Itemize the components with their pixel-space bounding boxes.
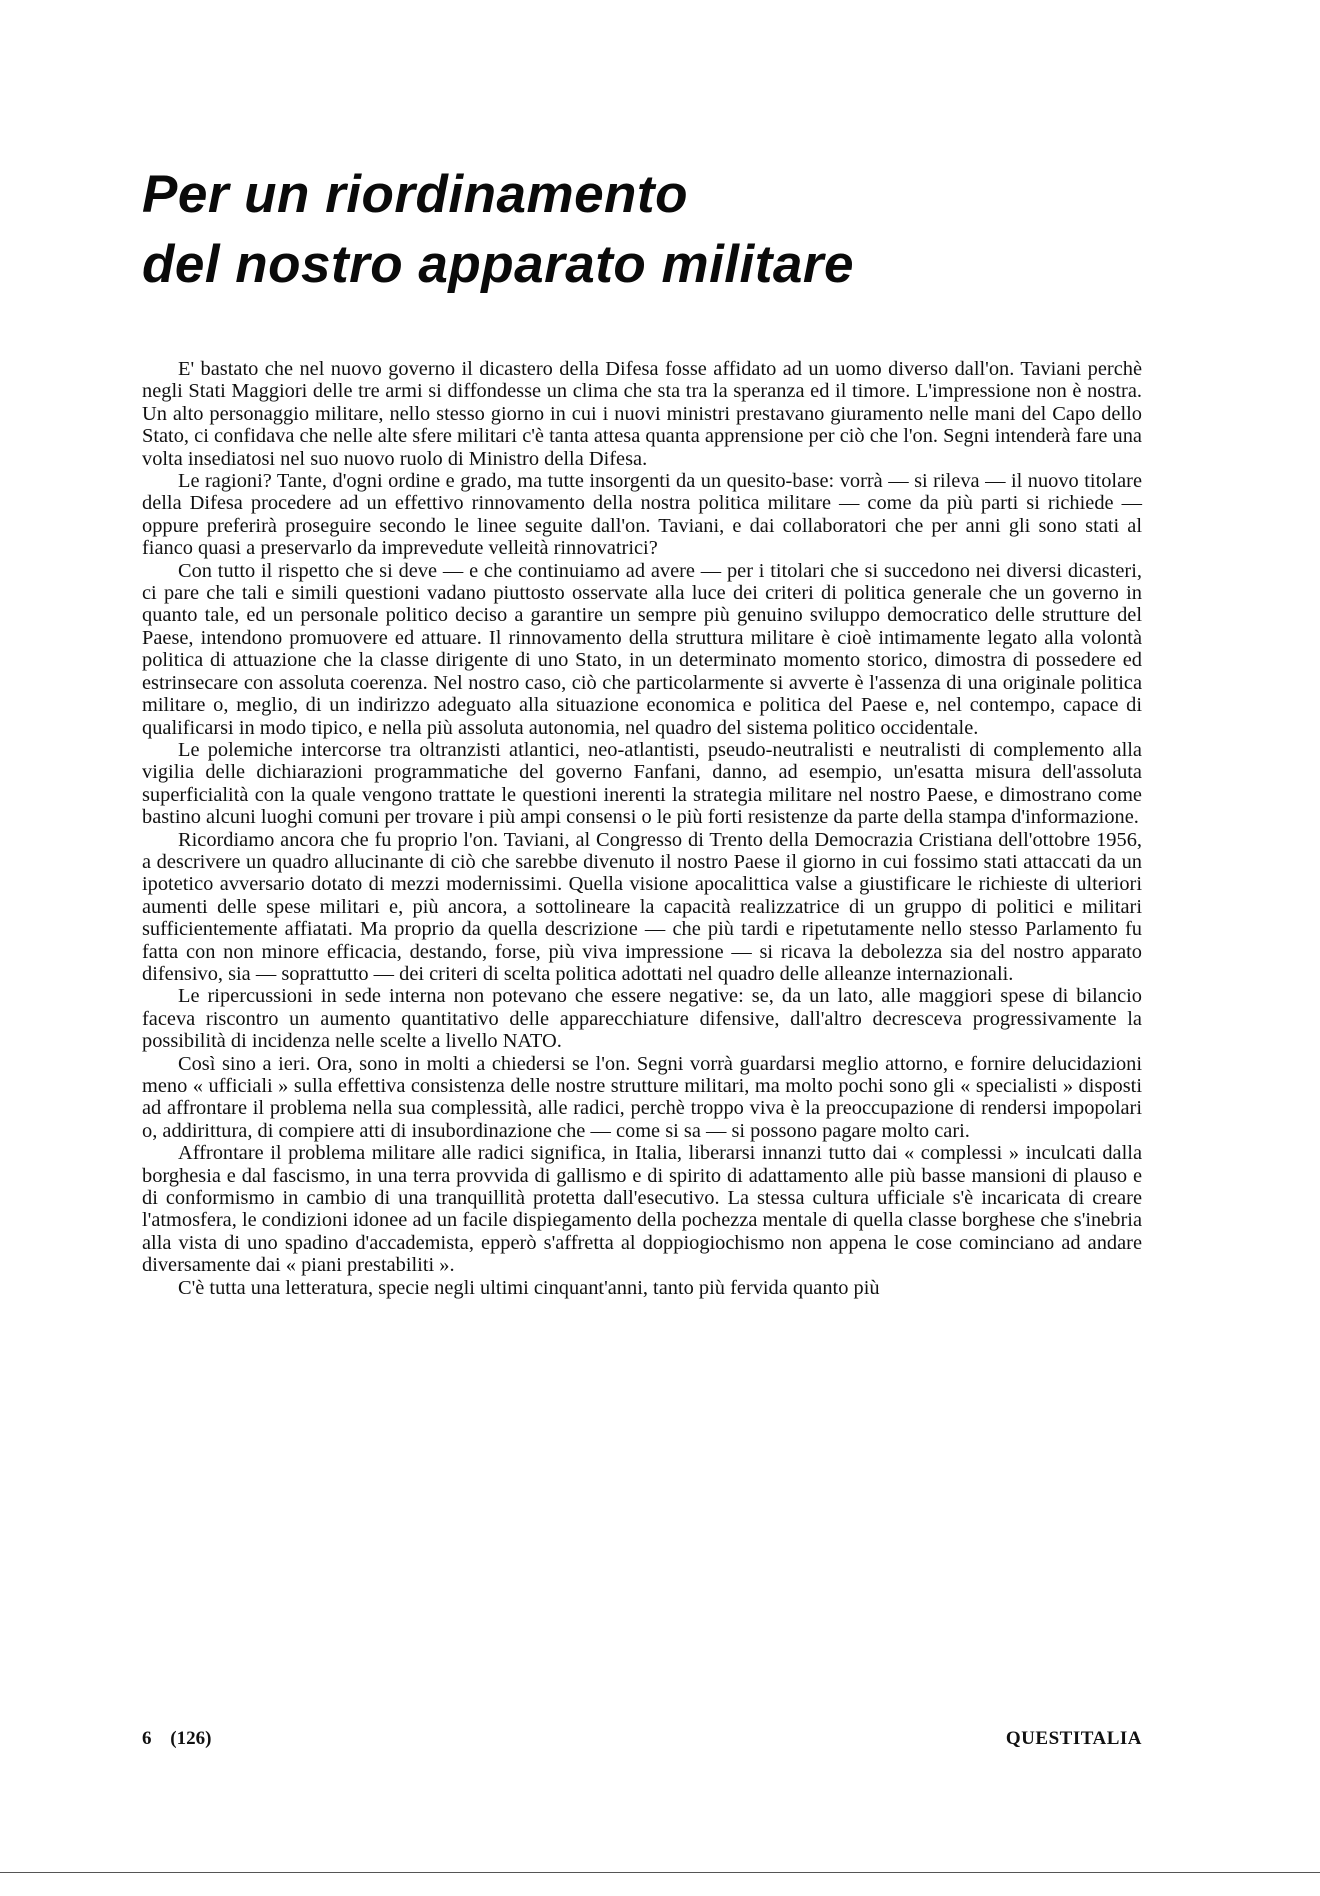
paragraph: Le ragioni? Tante, d'ogni ordine e grado, ma tutte insorgenti da un quesito-base: vorrà — si rileva — il nuovo titolare della Difesa procedere ad un effettivo rinnovamento della nostra politica militare — come da più parti si richiede — oppure preferirà proseguire secondo le linee seguite dall'on. Taviani, e dai collaboratori che per anni gli sono stati al fianco quasi a preservarlo da imprevedute velleità rinnovatrici? <box>142 470 1142 560</box>
paragraph: Ricordiamo ancora che fu proprio l'on. Taviani, al Congresso di Trento della Democrazia Cristiana dell'ottobre 1956, a descrivere un quadro allucinante di ciò che sarebbe divenuto il nostro Paese il giorno in cui fossimo stati attaccati da un ipotetico avversario dotato di mezzi modernissimi. Quella visione apocalittica valse a giustificare le richieste di ulteriori aumenti delle spese militari e, più ancora, a sottolineare la capacità realizzatrice di un gruppo di politici e militari sufficientemente affiatati. Ma proprio da quella descrizione — che più tardi e ripetutamente nello stesso Parlamento fu fatta con non minore efficacia, destando, forse, più viva impressione — si ricava la debolezza sia del nostro apparato difensivo, sia — soprattutto — dei criteri di scelta politica adottati nel quadro delle alleanze internazionali. <box>142 828 1142 985</box>
article-title-line-1: Per un riordinamento <box>142 165 688 224</box>
paragraph: C'è tutta una letteratura, specie negli ultimi cinquant'anni, tanto più fervida quanto più <box>178 1276 880 1299</box>
bottom-rule <box>0 1872 1320 1873</box>
paragraph: Così sino a ieri. Ora, sono in molti a chiedersi se l'on. Segni vorrà guardarsi meglio attorno, e fornire delucidazioni meno « ufficiali » sulla effettiva consistenza delle nostre strutture militari, ma molto pochi sono gli « specialisti » disposti ad affrontare il problema nella sua complessità, alle radici, perchè troppo viva è la preoccupazione di rendersi impopolari o, addirittura, di compiere atti di insubordinazione che — come si sa — si possono pagare molto cari. <box>142 1052 1142 1142</box>
paragraph: E' bastato che nel nuovo governo il dicastero della Difesa fosse affidato ad un uomo diverso dall'on. Taviani perchè negli Stati Maggiori delle tre armi si diffondesse un clima che sta tra la speranza ed il timore. L'impressione non è nostra. Un alto personaggio militare, nello stesso giorno in cui i nuovi ministri prestavano giuramento nelle mani del Capo dello Stato, ci confidava che nelle alte sfere militari c'è tanta attesa quanta apprensione per ciò che l'on. Segni intenderà fare una volta insediatosi nel suo nuovo ruolo di Ministro della Difesa. <box>142 358 1142 470</box>
paragraph: Con tutto il rispetto che si deve — e che continuiamo ad avere — per i titolari che si succedono nei diversi dicasteri, ci pare che tali e simili questioni vadano piuttosto osservate alla luce dei criteri di politica generale che un governo in quanto tale, ed un personale politico deciso a garantire un sempre più genuino sviluppo democratico delle strutture del Paese, intendono promuovere ed attuare. Il rinnovamento della struttura militare è cioè intimamente legato alla volontà politica di attuazione che la classe dirigente di uno Stato, in un determinato momento storico, dimostra di possedere ed estrinsecare con assoluta coerenza. Nel nostro caso, ciò che particolarmente si avverte è l'assenza di una originale politica militare o, meglio, di un indirizzo adeguato alla situazione economica e politica del Paese e, nel contempo, capace di qualificarsi in modo tipico, e nella più assoluta autonomia, nel quadro del sistema politico occidentale. <box>142 559 1142 739</box>
page-number: 6 <box>142 1728 152 1749</box>
article-body <box>142 358 1142 1299</box>
paragraph: Le ripercussioni in sede interna non potevano che essere negative: se, da un lato, alle maggiori spese di bilancio faceva riscontro un aumento quantitativo delle apparecchiature difensive, dall'altro decresceva progressivamente la possibilità di incidenza nelle scelte a livello NATO. <box>142 985 1142 1053</box>
paragraph: Affrontare il problema militare alle radici significa, in Italia, liberarsi innanzi tutto dai « complessi » inculcati dalla borghesia e dal fascismo, in una terra provvida di gallismo e di spirito di adattamento alle più basse mansioni di plauso e di conformismo in cambio di una tranquillità protetta dall'esecutivo. La stessa cultura ufficiale s'è incaricata di creare l'atmosfera, le condizioni idonee ad un facile dispiegamento della pochezza mentale di quella classe borghese che s'inebria alla vista di uno spadino d'accademista, epperò s'affretta al doppiogiochismo non appena le cose cominciano ad andare diversamente dai « piani prestabiliti ». <box>142 1142 1142 1277</box>
page-footer-number <box>142 1728 211 1750</box>
article-title <box>142 160 1182 300</box>
page-number-paren: (126) <box>170 1728 212 1749</box>
paragraph: Le polemiche intercorse tra oltranzisti atlantici, neo-atlantisti, pseudo-neutralisti e neutralisti di complemento alla vigilia delle dichiarazioni programmatiche del governo Fanfani, danno, ad esempio, un'esatta misura dell'assoluta superficialità con la quale vengono trattate le questioni inerenti la strategia militare nel nostro Paese, e dimostrano come bastino alcuni luoghi comuni per trovare i più ampi consensi o le più forti resistenze da parte della stampa d'informazione. <box>142 738 1142 829</box>
article-title-line-2: del nostro apparato militare <box>142 235 854 294</box>
journal-name: QUESTITALIA <box>1005 1728 1142 1749</box>
